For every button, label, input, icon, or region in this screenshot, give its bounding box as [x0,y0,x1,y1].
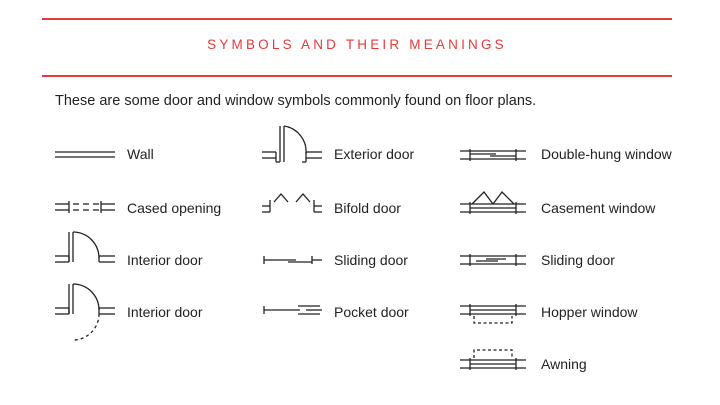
label-interior-door-1: Interior door [127,252,203,268]
label-hopper-window: Hopper window [541,304,638,320]
label-wall: Wall [127,146,154,162]
label-cased-opening: Cased opening [127,200,222,216]
sliding-window-icon [460,252,528,268]
bifold-door-icon [262,190,324,218]
double-hung-window-icon [460,147,528,163]
label-awning: Awning [541,356,587,372]
exterior-door-icon [262,122,324,168]
label-pocket-door: Pocket door [334,304,409,320]
label-sliding-door-window: Sliding door [541,252,615,268]
hopper-window-icon [460,303,528,327]
label-exterior-door: Exterior door [334,146,415,162]
page-title: SYMBOLS AND THEIR MEANINGS [207,37,507,52]
label-sliding-door: Sliding door [334,252,408,268]
label-double-hung-window: Double-hung window [541,146,672,162]
wall-icon [55,147,117,163]
top-divider [42,18,672,20]
label-casement-window: Casement window [541,200,656,216]
interior-door-icon [55,230,117,270]
interior-door-dashed-icon [55,282,117,344]
pocket-door-icon [262,303,324,319]
casement-window-icon [460,188,528,216]
awning-icon [460,346,528,374]
bottom-divider [42,75,672,77]
label-bifold-door: Bifold door [334,200,401,216]
cased-opening-icon [55,199,117,215]
intro-text: These are some door and window symbols commonly found on floor plans. [55,93,537,109]
label-interior-door-2: Interior door [127,304,203,320]
sliding-door-icon [262,252,324,268]
